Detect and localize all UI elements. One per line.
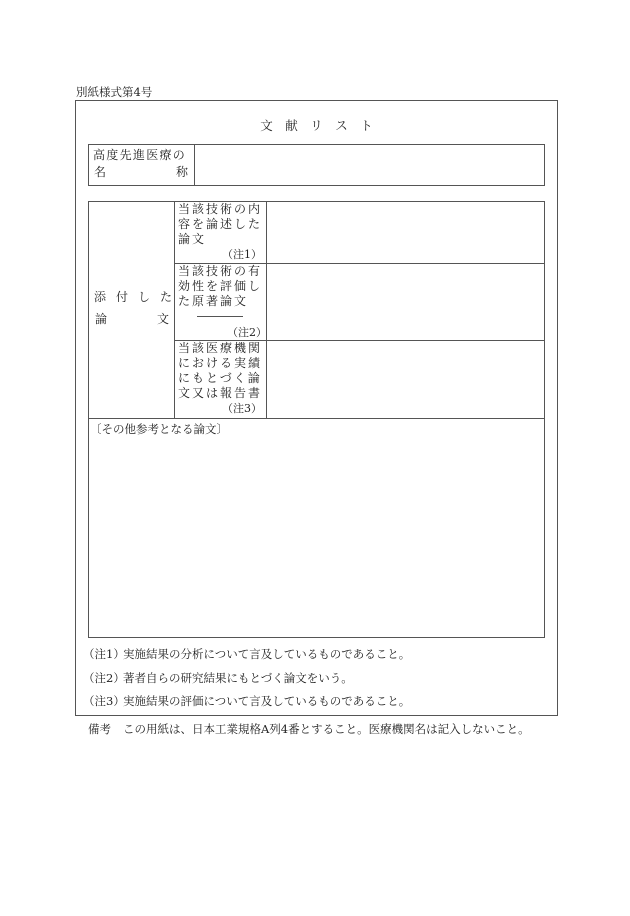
form-number: 別紙様式第4号 <box>76 85 153 99</box>
row3-label-line: 文又は報告書 <box>178 386 263 400</box>
row1-field[interactable] <box>268 203 543 261</box>
name-label-line2b: 称 <box>176 165 191 179</box>
attached-label-line1: 添 付 し た <box>94 290 172 304</box>
name-label-line2a: 名 <box>94 165 109 179</box>
name-label-line1: 高度先進医療の <box>93 148 187 162</box>
row3-label <box>178 341 264 416</box>
note-2 <box>83 670 353 686</box>
remark <box>88 721 530 737</box>
row3-label-line: にもとづく論 <box>178 371 262 385</box>
row1-label-line: 容を論述した <box>178 217 263 231</box>
attached-label-line2b: 文 <box>157 312 172 326</box>
row2-label-line: た原著論文 <box>178 294 249 308</box>
note-text: 著者自らの研究結果にもとづく論文をいう。 <box>123 671 353 685</box>
divider <box>88 418 545 419</box>
row1-label <box>178 202 264 262</box>
row3-label-line: における実績 <box>178 356 263 370</box>
row1-note-ref: （注1） <box>222 248 262 261</box>
document-title: 文 献 リ ス ト <box>260 118 373 133</box>
attached-label-line2a: 論 <box>95 312 110 326</box>
note-text: 実施結果の分析について言及しているものであること。 <box>123 647 411 661</box>
row2-field[interactable] <box>268 265 543 338</box>
technology-name-field[interactable] <box>196 146 542 184</box>
row2-label-line: 効性を評価し <box>178 279 263 293</box>
row1-label-line: 当該技術の内 <box>178 202 263 216</box>
row2-note-ref: （注2） <box>227 326 267 339</box>
divider <box>266 201 267 418</box>
divider <box>174 201 175 418</box>
remark-text: この用紙は、日本工業規格A列4番とすること。医療機関名は記入しないこと。 <box>123 722 530 736</box>
row3-label-line: 当該医療機関 <box>178 341 263 355</box>
row2-label <box>178 264 264 309</box>
remark-label: 備考 <box>88 722 111 736</box>
note-label: （注3） <box>83 694 125 708</box>
row2-label-line: 当該技術の有 <box>178 264 263 278</box>
row3-field[interactable] <box>268 342 543 416</box>
underline-rule <box>197 316 243 317</box>
other-papers-label: 〔その他参考となる論文〕 <box>90 422 228 436</box>
note-label: （注2） <box>83 671 125 685</box>
other-papers-field[interactable] <box>90 440 543 636</box>
row3-note-ref: （注3） <box>222 402 262 415</box>
note-text: 実施結果の評価について言及しているものであること。 <box>123 694 411 708</box>
row1-label-line: 論文 <box>178 232 207 246</box>
note-3 <box>83 693 410 709</box>
note-1 <box>83 646 410 662</box>
note-label: （注1） <box>83 647 125 661</box>
divider <box>194 144 195 186</box>
